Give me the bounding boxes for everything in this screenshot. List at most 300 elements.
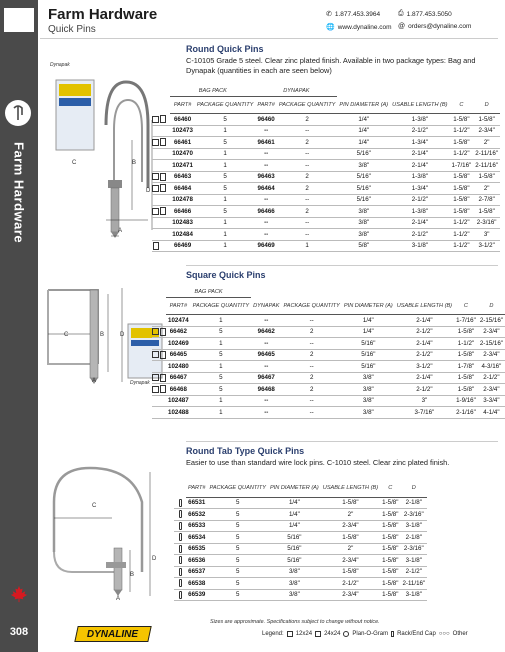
table-cell: 102488 (168, 408, 189, 416)
table-cell: 5 (219, 374, 223, 382)
bag-pack-icon (152, 351, 159, 358)
table-cell: 5 (236, 579, 240, 587)
table-cell: 5 (223, 115, 227, 123)
table-cell: 1 (219, 362, 223, 370)
table-cell: 5 (236, 510, 240, 518)
rack-end-cap-icon (179, 499, 182, 507)
legend-icons (152, 315, 166, 327)
table-cell: -- (305, 196, 310, 204)
table-cell: 96460 (257, 115, 275, 123)
legend-icons (152, 338, 166, 350)
dynaline-logo-text: DYNALINE (87, 628, 139, 640)
table-cell: 3/8" (358, 219, 370, 227)
table-cell: 66466 (173, 207, 192, 215)
fax-icon: ⎙ (398, 10, 404, 17)
table-cell: 66536 (188, 556, 206, 564)
table-cell: 2 (305, 115, 309, 123)
quick-pin-icon (5, 100, 31, 126)
table-cell: 1 (305, 242, 309, 250)
table-cell: 1 (219, 397, 223, 405)
table-cell: 66463 (173, 173, 192, 181)
table-cell: 96464 (257, 184, 275, 192)
round-dim-b-label: B (132, 160, 137, 166)
table-cell: 2-3/16" (403, 545, 424, 553)
rack-end-cap-icon (179, 591, 182, 599)
rack-end-cap-icon (179, 568, 182, 576)
email-icon: @ (398, 23, 406, 30)
sidebar (0, 0, 38, 652)
round-dim-c-label: C (72, 160, 77, 166)
table-cell: 5/16" (361, 339, 376, 347)
table-cell: 1-3/8" (411, 115, 428, 123)
table-cell: 2-1/8" (405, 533, 422, 541)
table-cell: 4-1/4" (483, 408, 500, 416)
legend-icons (174, 578, 186, 590)
table-cell: 3-1/8" (405, 522, 422, 530)
table-row (152, 125, 500, 137)
table-cell: 102471 (172, 161, 193, 169)
table-cell: 2-1/4" (411, 150, 428, 158)
legend-icons (174, 589, 186, 601)
table-cell: 66538 (188, 579, 206, 587)
globe-icon: 🌐 (326, 24, 335, 31)
table-row (152, 160, 500, 172)
square-bag-pack-group-header: BAG PACK (166, 286, 251, 298)
tab-dim-a-label: A (116, 596, 121, 602)
table-cell: 66461 (173, 138, 192, 146)
table-cell: 66464 (173, 184, 192, 192)
legend-icons (152, 137, 170, 149)
table-cell: 5 (236, 556, 240, 564)
round-dim-a-label: A (118, 228, 123, 234)
table-cell: 2-1/2" (483, 374, 500, 382)
legend-item-rack-endcap: Rack/End Cap (397, 631, 436, 637)
table-row (152, 372, 505, 384)
table-cell: 2-1/4" (416, 316, 433, 324)
table-cell: 3-1/2" (478, 242, 495, 250)
table-row (152, 171, 500, 183)
legend-icons (152, 114, 170, 126)
table-row (152, 384, 505, 396)
legend-icons (152, 384, 166, 396)
table-cell: 96462 (257, 328, 275, 336)
table-cell: 5 (223, 184, 227, 192)
table-cell: 1 (223, 196, 227, 204)
table-cell: 1/4" (362, 328, 374, 336)
table-cell: 1-3/8" (411, 207, 428, 215)
round-col-header: PART# (170, 97, 195, 114)
fax-number[interactable]: 1.877.453.5050 (406, 10, 452, 18)
table-cell: 1/4" (358, 127, 370, 135)
legend-icons (152, 171, 170, 183)
table-cell: 3/8" (288, 579, 300, 587)
table-cell: 5 (219, 351, 223, 359)
table-row (174, 589, 427, 601)
white-square-icon (4, 8, 34, 32)
legend-icons (152, 206, 170, 218)
specifications-note: Sizes are approximate. Specifications subject to change without notice. (210, 619, 380, 625)
dynapak-icon (160, 385, 166, 393)
round-col-header: PART# (255, 97, 277, 114)
table-cell: 3-3/4" (483, 397, 500, 405)
table-cell: 2-15/16" (479, 316, 503, 324)
email-link[interactable]: orders@dynaline.com (408, 23, 472, 30)
table-cell: 2 (305, 138, 309, 146)
table-cell: 1-5/8" (453, 173, 470, 181)
table-cell: 5 (236, 545, 240, 553)
table-row (152, 315, 505, 327)
tab-quick-pins-description: Easier to use than standard wire lock pins. C-1010 steel. Clear zinc plated finish. (186, 458, 450, 467)
legend-icons (152, 395, 166, 407)
square-col-header: PART# (166, 298, 191, 315)
table-cell: 66467 (169, 374, 187, 382)
table-cell: 66531 (188, 499, 206, 507)
legend-24x24-icon (315, 631, 321, 637)
table-cell: 3/8" (362, 374, 374, 382)
page-subtitle: Quick Pins (48, 24, 96, 35)
table-cell: 102478 (172, 196, 193, 204)
legend-icons (152, 326, 166, 338)
table-row (152, 361, 505, 373)
table-cell: 3-1/2" (416, 362, 433, 370)
table-cell: 5 (236, 568, 240, 576)
table-cell: 1-5/8" (453, 115, 470, 123)
dynapak-icon (160, 328, 166, 336)
section-divider-square (186, 265, 498, 266)
bag-pack-icon (152, 116, 159, 123)
table-cell: 1 (219, 339, 223, 347)
round-col-header: PIN DIAMETER (A) (337, 97, 390, 114)
table-cell: 1-7/8" (457, 362, 475, 370)
table-cell: 5 (219, 328, 223, 336)
table-cell: 2-1/4" (416, 339, 433, 347)
round-quick-pins-title: Round Quick Pins (186, 44, 264, 54)
dynapak-caption: Dynapak (50, 62, 70, 68)
table-cell: 1-5/8" (478, 173, 495, 181)
table-cell: 1-5/8" (457, 385, 475, 393)
table-row (174, 566, 427, 578)
table-cell: 5/8" (358, 242, 370, 250)
table-cell: -- (305, 230, 310, 238)
table-cell: 2-11/16" (475, 161, 498, 169)
round-col-header: PACKAGE QUANTITY (277, 97, 337, 114)
table-cell: 2-3/4" (483, 351, 500, 359)
table-cell: -- (264, 362, 269, 370)
rack-end-cap-icon (179, 533, 182, 541)
legend-icons (152, 349, 166, 361)
table-cell: 2" (483, 138, 490, 146)
legend (262, 631, 468, 637)
dynapak-icon (160, 138, 166, 146)
table-row (152, 407, 505, 419)
table-cell: 1 (219, 408, 223, 416)
legend-icons (152, 194, 170, 206)
square-dim-b-label: B (100, 332, 105, 338)
table-cell: 66469 (173, 242, 192, 250)
table-cell: 1-9/16" (456, 397, 476, 405)
legend-icons (152, 240, 170, 252)
table-cell: 66539 (188, 591, 206, 599)
table-cell: 5/16" (361, 362, 376, 370)
legend-icons (174, 566, 186, 578)
fax-contact (398, 10, 452, 18)
bag-pack-group-header: BAG PACK (170, 85, 255, 97)
table-row (174, 532, 427, 544)
table-cell: 5 (223, 207, 227, 215)
table-cell: 2-3/4" (342, 522, 359, 530)
table-cell: 2-11/16" (475, 150, 498, 158)
tab-col-header: PART# (186, 480, 208, 497)
table-cell: 5 (236, 522, 240, 530)
table-cell: 3/8" (358, 161, 370, 169)
table-cell: 1-5/8" (453, 207, 470, 215)
dynapak-caption-square: Dynapak (130, 380, 150, 386)
table-cell: 66533 (188, 522, 206, 530)
table-cell: 1-5/8" (342, 568, 359, 576)
table-cell: 4-3/16" (481, 362, 502, 370)
legend-icons (152, 183, 170, 195)
table-cell: 2-3/4" (342, 556, 359, 564)
website-link[interactable]: www.dynaline.com (337, 23, 392, 31)
table-cell: 2-1/2" (405, 568, 422, 576)
table-cell: 1-5/8" (382, 556, 399, 564)
table-row (152, 338, 505, 350)
table-cell: 2 (309, 385, 314, 393)
square-col-header: PACKAGE QUANTITY (191, 298, 251, 315)
table-cell: 1-5/8" (478, 207, 495, 215)
table-cell: 102483 (172, 219, 193, 227)
table-cell: 3-1/8" (405, 591, 422, 599)
table-cell: -- (264, 316, 269, 324)
table-cell: -- (264, 127, 269, 135)
tab-pin-illustration (42, 462, 172, 602)
tab-dim-c-label: C (92, 503, 97, 509)
table-cell: 1/4" (288, 510, 300, 518)
table-cell: 2" (483, 184, 490, 192)
table-cell: 5 (236, 533, 240, 541)
table-cell: 1-3/8" (411, 173, 428, 181)
legend-icons (152, 217, 170, 229)
table-cell: 1 (219, 316, 223, 324)
table-cell: 66537 (188, 568, 206, 576)
tab-col-header: PIN DIAMETER (A) (268, 480, 321, 497)
table-cell: 2-7/8" (478, 196, 495, 204)
legend-item-other: Other (452, 631, 468, 637)
phone-icon: ✆ (326, 11, 332, 18)
bag-pack-icon (152, 386, 159, 393)
table-cell: 66534 (188, 533, 206, 541)
table-cell: 1-5/8" (342, 533, 359, 541)
table-cell: -- (264, 397, 269, 405)
table-cell: 1-3/4" (411, 184, 428, 192)
table-cell: 66462 (169, 328, 187, 336)
table-cell: 66460 (173, 115, 192, 123)
legend-planogram-icon (343, 631, 349, 637)
table-cell: 2-11/16" (402, 579, 426, 587)
legend-icons (174, 520, 186, 532)
table-cell: 2-3/4" (483, 328, 500, 336)
table-cell: 2-3/4" (483, 385, 500, 393)
table-cell: 66532 (188, 510, 206, 518)
table-cell: 2-1/4" (411, 219, 428, 227)
table-cell: 96467 (257, 374, 275, 382)
phone-contact (326, 10, 380, 18)
table-cell: 3" (421, 397, 428, 405)
dynapak-icon (153, 242, 159, 250)
dynapak-icon (160, 184, 166, 192)
table-cell: 1-5/8" (457, 351, 475, 359)
table-cell: 5 (236, 499, 240, 507)
table-cell: 2-1/2" (416, 328, 433, 336)
bag-pack-icon (152, 173, 159, 180)
table-cell: 1-7/16" (456, 316, 476, 324)
bag-pack-icon (152, 328, 159, 335)
table-cell: 3/8" (358, 230, 370, 238)
table-cell: 1 (223, 242, 227, 250)
table-cell: 2-1/2" (411, 230, 428, 238)
table-row (174, 543, 427, 555)
table-cell: 2 (305, 184, 309, 192)
legend-icons (152, 229, 170, 241)
table-cell: 1-5/8" (382, 510, 399, 518)
square-dim-a-label: A (92, 378, 97, 384)
table-cell: -- (309, 362, 314, 370)
table-cell: 1-5/8" (382, 533, 399, 541)
legend-icons (174, 555, 186, 567)
table-cell: 5/16" (356, 184, 371, 192)
table-cell: 2-3/4" (342, 591, 359, 599)
table-cell: 2 (309, 374, 314, 382)
table-cell: -- (309, 408, 314, 416)
table-cell: 5/16" (356, 196, 371, 204)
table-cell: 3-1/8" (411, 242, 428, 250)
table-cell: 66535 (188, 545, 206, 553)
table-cell: 102484 (172, 230, 193, 238)
tab-quick-pins-title: Round Tab Type Quick Pins (186, 446, 305, 456)
table-cell: 1/4" (358, 138, 370, 146)
table-cell: 2-15/16" (479, 339, 503, 347)
table-cell: -- (305, 127, 310, 135)
table-cell: 2-1/2" (342, 579, 359, 587)
legend-icons (152, 148, 170, 160)
square-dim-d-label: D (120, 332, 125, 338)
sidebar-title: Farm Hardware (11, 142, 27, 244)
rack-end-cap-icon (179, 579, 182, 587)
table-cell: 1-1/2" (453, 219, 470, 227)
table-row (174, 509, 427, 521)
square-col-header: C (454, 298, 478, 315)
table-cell: -- (264, 150, 269, 158)
table-row (174, 497, 427, 509)
dynapak-icon (160, 351, 166, 359)
table-cell: 2-1/8" (405, 499, 422, 507)
table-row (174, 520, 427, 532)
dynapak-icon (160, 115, 166, 123)
phone-number[interactable]: 1.877.453.3964 (334, 10, 381, 18)
legend-icons (152, 407, 166, 419)
table-cell: 5/16" (356, 150, 371, 158)
table-cell: 1-5/8" (342, 499, 359, 507)
table-cell: 5/16" (356, 173, 371, 181)
table-cell: 1-5/8" (382, 568, 399, 576)
table-cell: 1-1/2" (453, 127, 470, 135)
table-row (152, 194, 500, 206)
table-cell: 1-1/2" (453, 150, 470, 158)
table-cell: 1/4" (358, 115, 370, 123)
table-cell: 102487 (168, 397, 189, 405)
table-cell: 2" (347, 545, 354, 553)
table-cell: 5 (236, 591, 240, 599)
table-cell: 2 (305, 173, 309, 181)
table-cell: 3/8" (288, 591, 300, 599)
table-row (152, 326, 505, 338)
bag-pack-icon (152, 374, 159, 381)
table-row (174, 578, 427, 590)
table-cell: 2-1/2" (416, 351, 433, 359)
legend-item-planogram: Plan-O-Gram (352, 631, 389, 637)
table-cell: 66465 (169, 351, 187, 359)
table-cell: 3/8" (288, 568, 300, 576)
header-divider (40, 38, 498, 39)
table-row (152, 240, 500, 252)
table-cell: 66468 (169, 385, 187, 393)
table-cell: 1-5/8" (478, 115, 495, 123)
square-dim-c-label: C (64, 332, 69, 338)
table-cell: 1-1/2" (453, 242, 470, 250)
tab-dim-b-label: B (130, 572, 135, 578)
legend-icons (174, 509, 186, 521)
table-cell: 2-1/2" (411, 196, 428, 204)
table-cell: -- (305, 219, 310, 227)
rack-end-cap-icon (179, 545, 182, 553)
table-row (152, 217, 500, 229)
square-quick-pins-title: Square Quick Pins (186, 270, 266, 280)
table-row (152, 148, 500, 160)
rack-end-cap-icon (179, 556, 182, 564)
bag-pack-icon (152, 208, 159, 215)
table-row (174, 555, 427, 567)
table-cell: 1 (223, 230, 227, 238)
table-cell: 1-5/8" (457, 374, 475, 382)
website-contact (326, 23, 392, 31)
square-col-header: DYNAPAK (251, 298, 281, 315)
dynapak-icon (160, 207, 166, 215)
table-cell: 3/8" (362, 408, 374, 416)
table-cell: 1-5/8" (382, 591, 399, 599)
table-cell: -- (309, 339, 314, 347)
dynapak-group-header: DYNAPAK (255, 85, 337, 97)
table-row (152, 229, 500, 241)
bag-pack-icon (152, 185, 159, 192)
table-cell: -- (264, 408, 269, 416)
table-cell: 2 (305, 207, 309, 215)
table-cell: 96461 (257, 138, 275, 146)
page-title: Farm Hardware (48, 6, 158, 23)
rack-end-cap-icon (179, 522, 182, 530)
table-row (152, 206, 500, 218)
tab-col-header: D (400, 480, 427, 497)
tab-col-header: C (380, 480, 400, 497)
table-cell: 1 (223, 150, 227, 158)
table-cell: 5 (219, 385, 223, 393)
table-cell: 96463 (257, 173, 275, 181)
table-cell: -- (305, 161, 310, 169)
square-col-header: PACKAGE QUANTITY (281, 298, 341, 315)
dynaline-logo (74, 626, 151, 642)
email-contact (398, 23, 471, 30)
table-cell: -- (264, 161, 269, 169)
table-cell: 2" (347, 510, 354, 518)
